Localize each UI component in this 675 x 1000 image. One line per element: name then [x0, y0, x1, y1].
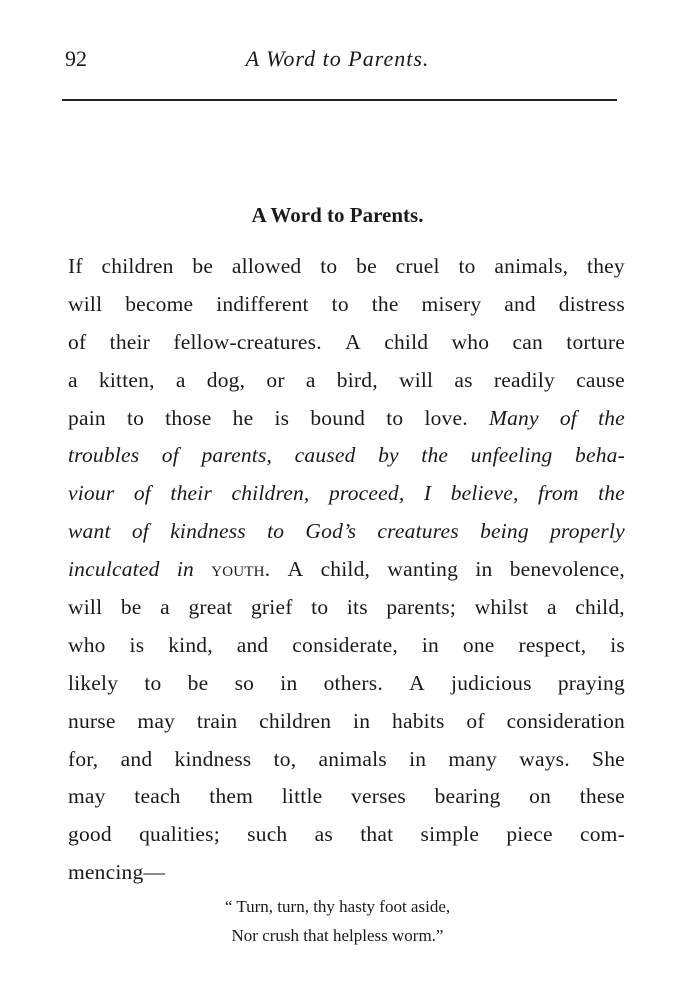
word: of: [131, 519, 149, 544]
word: dog,: [206, 367, 246, 392]
word: who: [68, 632, 106, 657]
word: She: [592, 746, 625, 771]
word: parents,: [201, 443, 273, 468]
word: to: [458, 254, 476, 278]
word: A: [409, 670, 425, 695]
word: little: [281, 784, 323, 809]
text-line: [68, 854, 625, 892]
word: beha-: [575, 443, 625, 468]
word: unfeeling: [470, 443, 553, 468]
word: viour: [68, 481, 115, 506]
word: grief: [250, 595, 293, 620]
word: to: [126, 405, 145, 430]
word: in: [409, 746, 427, 771]
text-line: [68, 437, 625, 475]
word: a: [305, 367, 316, 392]
word: and: [236, 632, 269, 657]
word: of: [161, 443, 179, 468]
word: properly: [550, 519, 625, 544]
word: misery: [421, 291, 482, 316]
word: bound: [310, 405, 366, 430]
running-title: A Word to Parents.: [245, 46, 430, 71]
word: on: [529, 784, 552, 809]
word: by: [378, 443, 399, 468]
word: to: [144, 670, 162, 695]
word: teach: [134, 784, 181, 809]
word: allowed: [231, 254, 302, 278]
header-rule: [62, 99, 617, 101]
word: torture: [566, 329, 625, 354]
word: readily: [493, 367, 555, 392]
word: wanting: [387, 557, 459, 582]
text-line: [68, 589, 625, 627]
word: God’s: [305, 519, 357, 544]
text-line: [68, 627, 625, 665]
word: its: [346, 595, 368, 620]
word: be: [120, 595, 142, 620]
word: A: [345, 329, 361, 354]
verse-line-1: “ Turn, turn, thy hasty foot aside,: [224, 897, 451, 916]
word: to: [331, 291, 349, 316]
word: mencing—: [68, 860, 166, 885]
text-line: [68, 665, 625, 703]
word: of: [559, 405, 577, 430]
word: verses: [351, 784, 406, 809]
word: in: [280, 670, 298, 695]
text-line: [68, 551, 625, 589]
word: troubles: [68, 443, 140, 468]
word: being: [480, 519, 529, 544]
word: as: [314, 822, 333, 847]
word: love.: [424, 405, 468, 430]
word: a: [68, 367, 78, 392]
word: be: [187, 670, 209, 695]
word: creatures: [377, 519, 459, 544]
page-number: 92: [65, 46, 87, 71]
word: one: [462, 632, 495, 657]
word: kitten,: [98, 367, 155, 392]
word: distress: [558, 291, 625, 316]
word: in: [475, 557, 493, 582]
word: likely: [68, 670, 119, 695]
word: indifferent: [216, 291, 309, 316]
word: such: [247, 822, 288, 847]
text-line: [68, 248, 625, 286]
word: children: [101, 254, 174, 278]
word: pain: [68, 405, 106, 430]
word: them: [209, 784, 254, 809]
word: as: [454, 367, 473, 392]
word: from: [537, 481, 579, 506]
text-line: [68, 362, 625, 400]
word: may: [68, 784, 106, 809]
word: and: [504, 291, 536, 316]
word: kind,: [168, 632, 213, 657]
word: is: [274, 405, 290, 430]
text-line: [68, 741, 625, 779]
text-line: [68, 513, 625, 551]
word: and: [120, 746, 153, 771]
word: so: [234, 670, 255, 695]
word: will: [398, 367, 434, 392]
word: animals: [318, 746, 387, 771]
word: bird,: [336, 367, 378, 392]
word: parents;: [386, 595, 457, 620]
word: train: [196, 708, 238, 733]
word: believe,: [450, 481, 519, 506]
word: children,: [231, 481, 310, 506]
text-line: [68, 286, 625, 324]
word: will: [68, 291, 103, 316]
word: to: [267, 519, 285, 544]
text-line: [68, 816, 625, 854]
word: in: [421, 632, 439, 657]
body-paragraph: [68, 248, 625, 892]
word: youth.: [211, 557, 271, 582]
word: a: [175, 367, 186, 392]
word: cruel: [395, 254, 440, 278]
word: I: [423, 481, 432, 506]
word: those: [165, 405, 212, 430]
word: considerate,: [292, 632, 398, 657]
word: ways.: [519, 746, 570, 771]
word: kindness: [170, 519, 246, 544]
word: a: [160, 595, 170, 620]
word: the: [371, 291, 399, 316]
word: proceed,: [328, 481, 405, 506]
word: want: [68, 519, 111, 544]
word: piece: [506, 822, 553, 847]
word: others.: [323, 670, 383, 695]
word: is: [129, 632, 145, 657]
word: If: [68, 254, 83, 278]
word: Many: [488, 405, 539, 430]
word: consideration: [506, 708, 625, 733]
word: whilst: [474, 595, 529, 620]
word: their: [109, 329, 151, 354]
word: great: [188, 595, 233, 620]
running-head: [60, 46, 615, 76]
text-line: [68, 475, 625, 513]
word: will: [68, 595, 103, 620]
word: the: [421, 443, 449, 468]
text-line: [68, 778, 625, 816]
word: com-: [579, 822, 625, 847]
word: these: [579, 784, 625, 809]
word: who: [451, 329, 490, 354]
word: child,: [575, 595, 625, 620]
word: he: [232, 405, 254, 430]
word: benevolence,: [509, 557, 625, 582]
text-line: [68, 703, 625, 741]
word: habits: [392, 708, 445, 733]
word: many: [448, 746, 497, 771]
word: that: [360, 822, 394, 847]
word: may: [137, 708, 176, 733]
word: be: [192, 254, 214, 278]
word: good: [68, 822, 112, 847]
word: caused: [294, 443, 356, 468]
section-heading: A Word to Parents.: [251, 203, 424, 227]
word: A: [287, 557, 304, 582]
word: inculcated: [68, 557, 160, 582]
word: fellow-creatures.: [173, 329, 322, 354]
quoted-verse: [0, 892, 675, 950]
word: simple: [420, 822, 480, 847]
word: they: [587, 254, 625, 278]
word: animals,: [494, 254, 569, 278]
word: of: [133, 481, 151, 506]
word: cause: [576, 367, 625, 392]
word: child,: [320, 557, 371, 582]
word: of: [68, 329, 87, 354]
text-line: [68, 324, 625, 362]
word: child: [384, 329, 429, 354]
word: bearing: [434, 784, 501, 809]
word: the: [598, 405, 625, 430]
word: to: [320, 254, 338, 278]
word: or: [266, 367, 285, 392]
word: be: [356, 254, 377, 278]
word: a: [546, 595, 557, 620]
word: their: [170, 481, 213, 506]
word: qualities;: [139, 822, 220, 847]
word: for,: [68, 746, 99, 771]
word: to: [386, 405, 404, 430]
word: judicious: [451, 670, 532, 695]
word: praying: [557, 670, 625, 695]
word: the: [598, 481, 625, 506]
word: kindness: [174, 746, 252, 771]
word: in: [176, 557, 194, 582]
word: respect,: [518, 632, 587, 657]
word: in: [353, 708, 371, 733]
word: to,: [273, 746, 297, 771]
word: is: [610, 632, 625, 657]
word: nurse: [68, 708, 116, 733]
word: become: [125, 291, 194, 316]
word: children: [259, 708, 332, 733]
verse-line-2: Nor crush that helpless worm.”: [231, 926, 444, 945]
word: can: [512, 329, 543, 354]
word: of: [466, 708, 485, 733]
text-line: [68, 400, 625, 438]
word: to: [311, 595, 329, 620]
